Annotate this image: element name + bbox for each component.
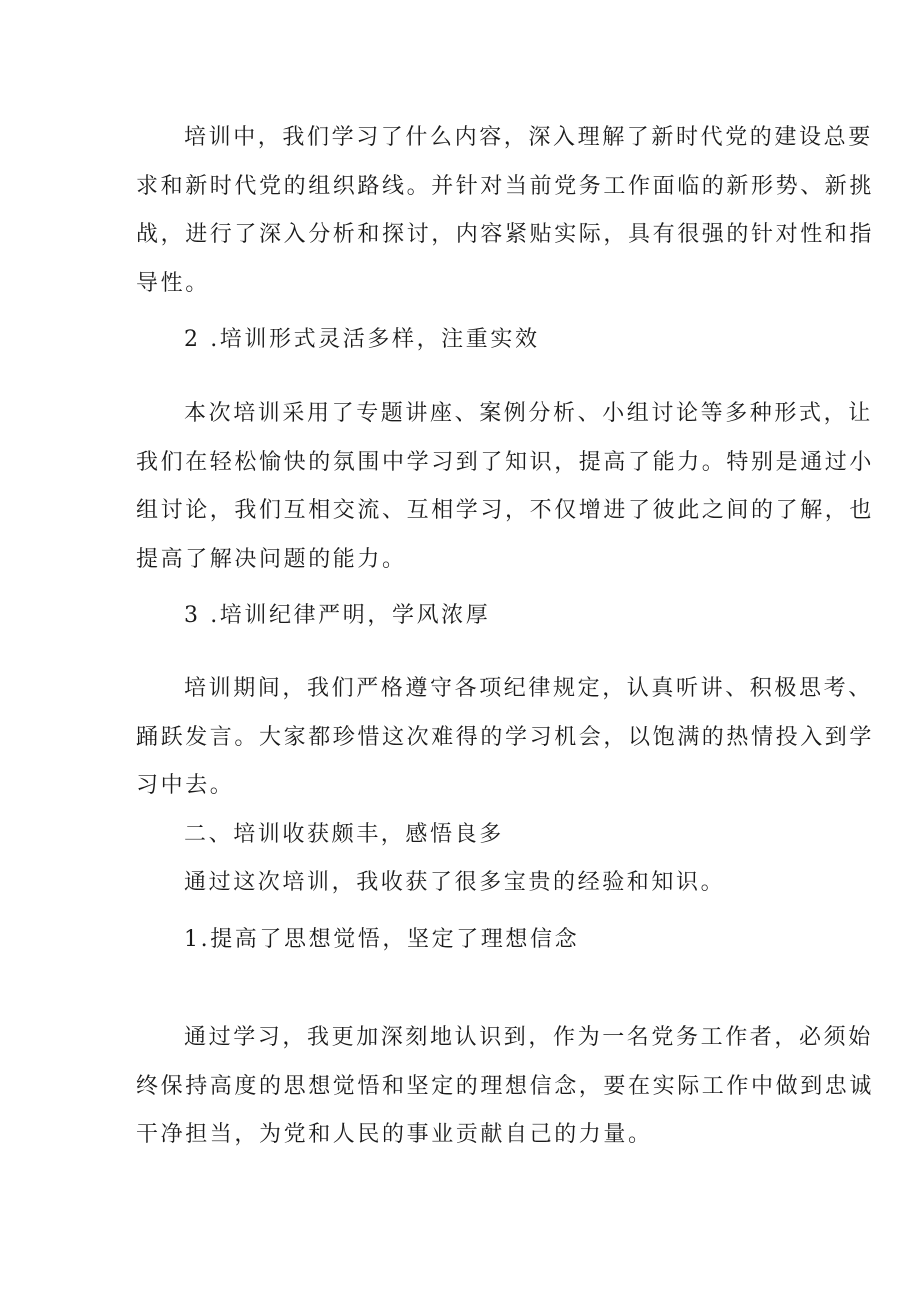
heading-training-format: 2 .培训形式灵活多样，注重实效	[184, 327, 540, 352]
paragraph-line: 终保持高度的思想觉悟和坚定的理想信念，要在实际工作中做到忠诚	[136, 1073, 875, 1099]
paragraph-training-format	[0, 390, 920, 584]
paragraph-line: 干净担当，为党和人民的事业贡献自己的力量。	[136, 1122, 653, 1147]
intro-sentence: 通过这次培训，我收获了很多宝贵的经验和知识。	[184, 870, 726, 895]
paragraph-training-content	[0, 114, 920, 308]
paragraph-line: 我们在轻松愉快的氛围中学习到了知识，提高了能力。特别是通过小	[136, 449, 875, 475]
paragraph-line: 提高了解决问题的能力。	[136, 546, 407, 572]
paragraph-line: 导性。	[136, 270, 210, 296]
heading-training-discipline: 3 .培训纪律严明，学风浓厚	[184, 603, 491, 628]
paragraph-line: 通过学习，我更加深刻地认识到，作为一名党务工作者，必须始	[184, 1025, 873, 1050]
paragraph-line: 培训期间，我们严格遵守各项纪律规定，认真听讲、积极思考、	[184, 676, 873, 701]
paragraph-line: 战，进行了深入分析和探讨，内容紧贴实际，具有很强的针对性和指	[136, 222, 875, 247]
paragraph-line: 组讨论，我们互相交流、互相学习，不仅增进了彼此之间的了解，也	[136, 498, 875, 523]
section-heading-gains: 二、培训收获颇丰，感悟良多	[184, 822, 504, 847]
paragraph-line: 本次培训采用了专题讲座、案例分析、小组讨论等多种形式，让	[184, 401, 873, 426]
paragraph-line: 踊跃发言。大家都珍惜这次难得的学习机会，以饱满的热情投入到学	[136, 724, 875, 750]
paragraph-training-discipline	[0, 665, 920, 811]
paragraph-line: 求和新时代党的组织路线。并针对当前党务工作面临的新形势、新挑	[136, 173, 875, 199]
paragraph-line: 习中去。	[136, 773, 235, 798]
paragraph-ideological-awareness	[0, 1014, 920, 1160]
paragraph-line: 培训中，我们学习了什么内容，深入理解了新时代党的建设总要	[184, 125, 873, 150]
heading-ideological-awareness: 1.提高了思想觉悟，坚定了理想信念	[184, 927, 580, 952]
